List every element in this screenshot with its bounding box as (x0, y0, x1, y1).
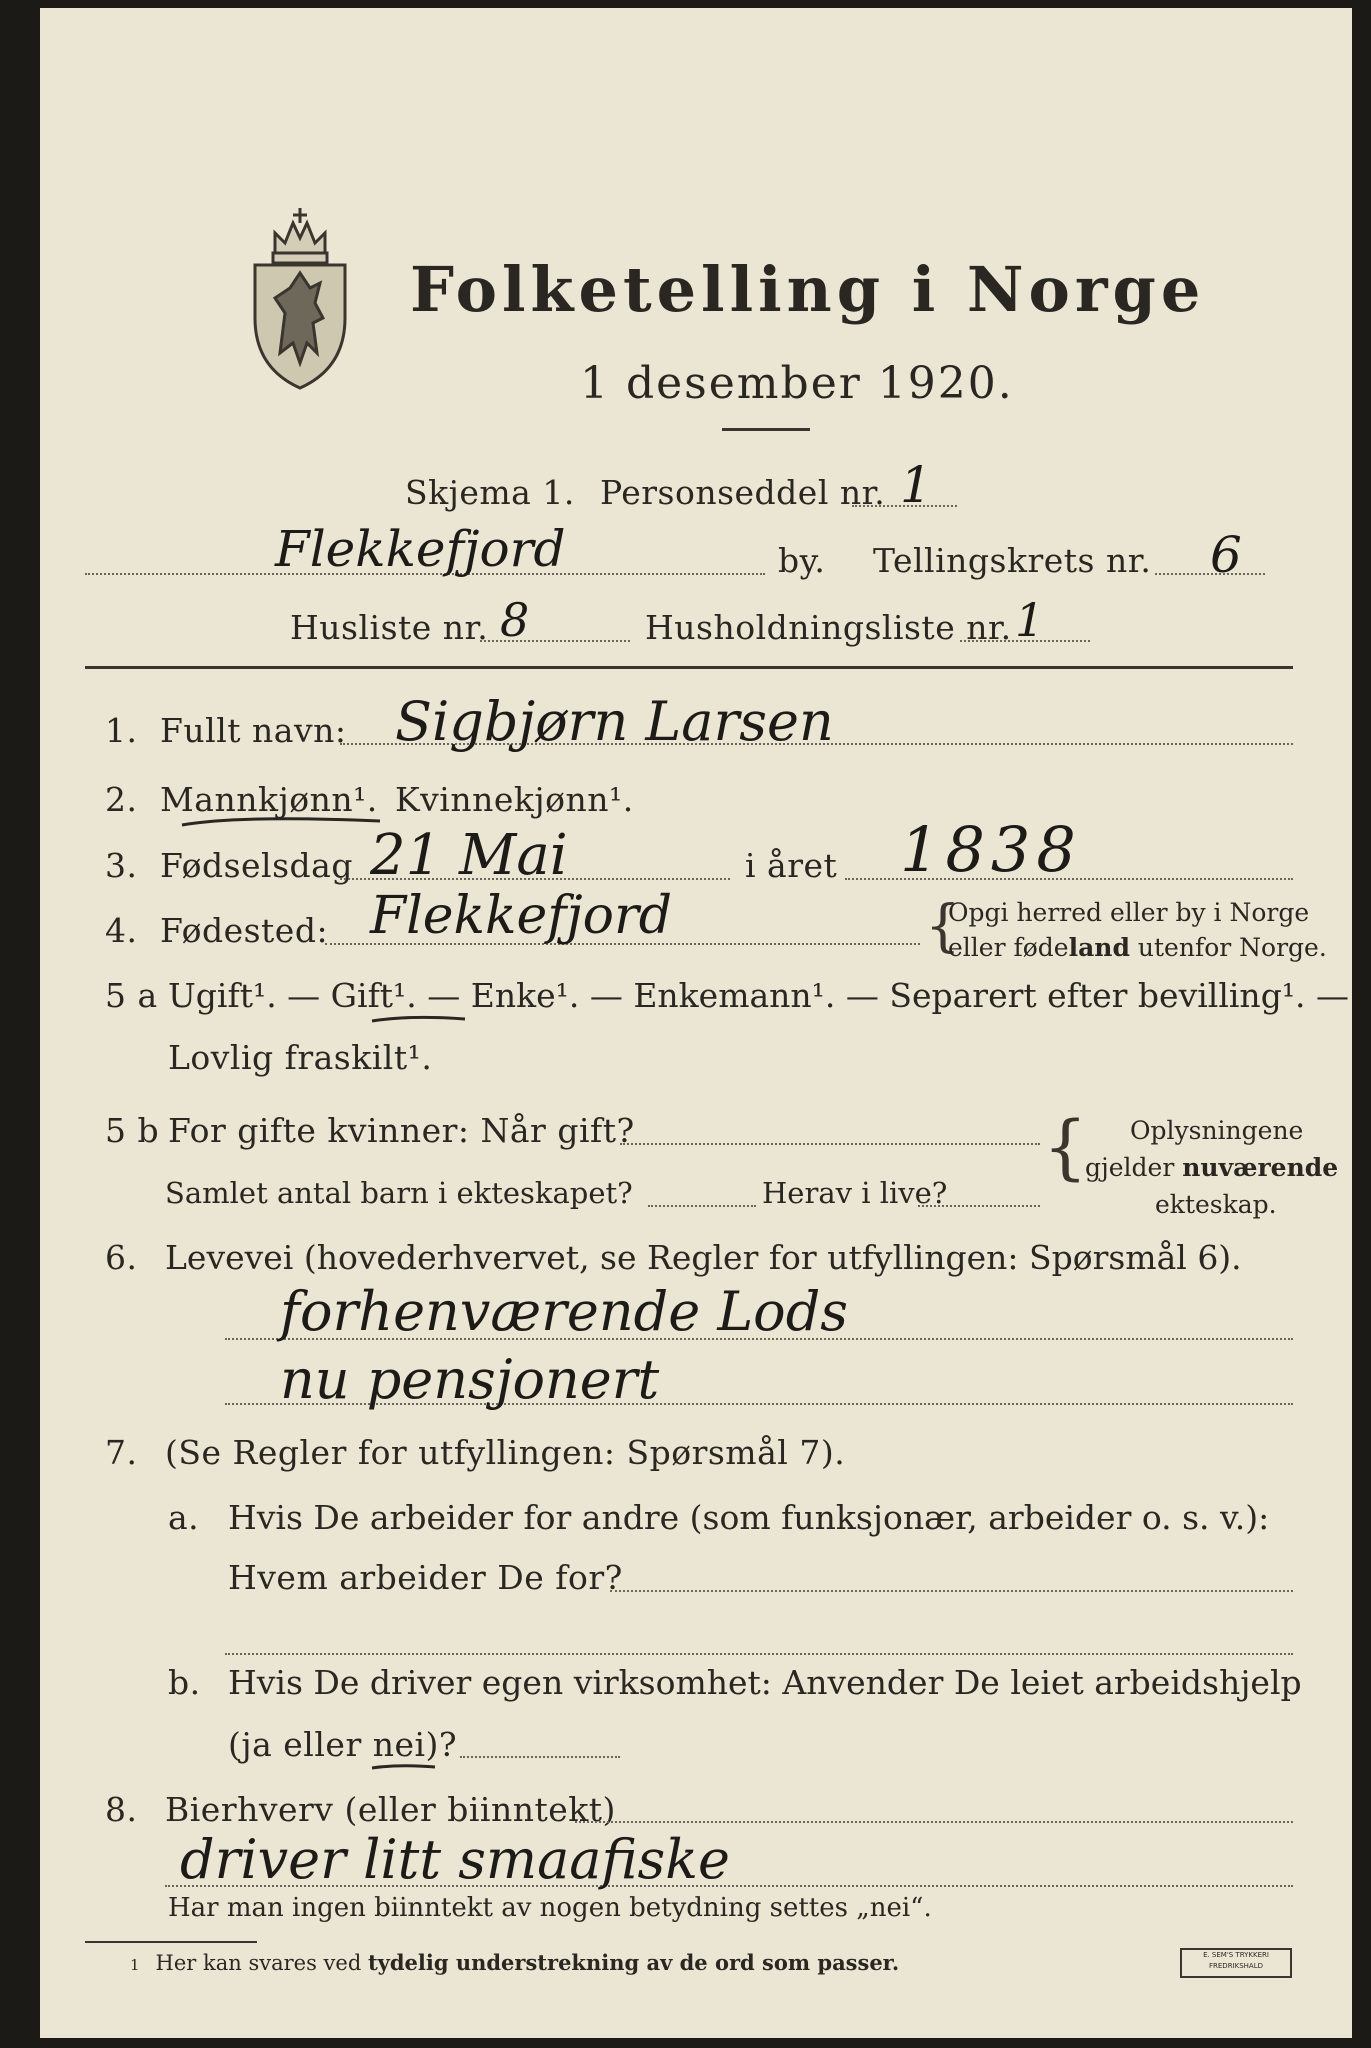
q7a-line2: Hvem arbeider De for? (228, 1558, 623, 1597)
q8-value: driver litt smaafiske (180, 1828, 730, 1891)
form-title: Folketelling i Norge (410, 253, 1206, 326)
title-divider (722, 428, 810, 431)
q2-mann: Mannkjønn¹. (160, 780, 378, 819)
q4-value: Flekkefjord (370, 886, 673, 946)
q3-year-value: 1838 (900, 813, 1082, 886)
footnote-rule (85, 1941, 257, 1943)
q8-line1 (575, 1821, 1293, 1823)
coat-of-arms-icon (245, 193, 355, 393)
q7b-letter: b. (168, 1663, 201, 1702)
q5b-brace: { (1043, 1106, 1088, 1188)
q2-number: 2. (105, 780, 138, 819)
q7b-line (460, 1756, 620, 1758)
q5b-side2-bold: nuværende (1182, 1153, 1339, 1182)
footnote-mark: 1 (130, 1956, 140, 1974)
footnote (130, 1950, 899, 1975)
schema-label: Skjema 1. (405, 473, 575, 512)
q1-number: 1. (105, 711, 138, 750)
husholdning-label: Husholdningsliste nr. (645, 608, 1012, 647)
q5b-barn-line (648, 1205, 756, 1207)
q4-label: Fødested: (160, 911, 329, 950)
q5b-number: 5 b (105, 1111, 160, 1150)
q3-year-label: i året (745, 846, 838, 885)
printer-stamp-line1: E. SEM'S TRYKKERI (1203, 1951, 1269, 1959)
q5a-line1: Ugift¹. — Gift¹. — Enke¹. — Enkemann¹. — Separert efter bevilling¹. — (168, 976, 1350, 1015)
q5b-gift-line (620, 1143, 1040, 1145)
footnote-bold: tydelig understrekning av de ord som passer. (367, 1950, 900, 1975)
q7b-nei-underline (370, 1760, 440, 1774)
q1-label: Fullt navn: (160, 711, 347, 750)
q5b-line2a: Samlet antal barn i ekteskapet? (165, 1176, 633, 1210)
q6-label: Levevei (hovederhvervet, se Regler for utfyllingen: Spørsmål 6). (165, 1238, 1242, 1277)
q7-number: 7. (105, 1433, 138, 1472)
q1-value: Sigbjørn Larsen (395, 690, 834, 753)
q4-note-line2-bold: land (1068, 933, 1130, 962)
footnote-pre: Her kan svares ved (155, 1951, 368, 1975)
q8-number: 8. (105, 1790, 138, 1829)
q2-kvinne: Kvinnekjønn¹. (395, 780, 634, 819)
q5b-side3: ekteskap. (1155, 1190, 1277, 1219)
header-divider (85, 666, 1293, 669)
husliste-value: 8 (500, 593, 530, 647)
census-date: 1 desember 1920. (580, 358, 1014, 409)
q5a-number: 5 a (105, 976, 158, 1015)
q3-number: 3. (105, 846, 138, 885)
printer-stamp (1180, 1948, 1292, 1978)
tellingskrets-value: 6 (1210, 526, 1242, 584)
q5b-side2 (1085, 1153, 1338, 1182)
q5b-live-line (918, 1205, 1040, 1207)
q4-note-line2 (948, 933, 1327, 962)
personseddel-value: 1 (900, 456, 932, 514)
q7b-line1: Hvis De driver egen virksomhet: Anvender De leiet arbeidshjelp (228, 1663, 1302, 1702)
q6-value-line1: forhenværende Lods (280, 1280, 848, 1343)
tellingskrets-label: Tellingskrets nr. (873, 541, 1152, 580)
q4-brace: { (925, 894, 961, 959)
census-form (40, 8, 1352, 2038)
printer-stamp-line2: FREDRIKSHALD (1208, 1962, 1263, 1970)
q7a-line-a (610, 1590, 1293, 1592)
q8-note: Har man ingen biinntekt av nogen betydning settes „nei“. (168, 1893, 932, 1923)
q2-mann-underline (180, 813, 385, 829)
q7-label: (Se Regler for utfyllingen: Spørsmål 7). (165, 1433, 846, 1472)
q3-label: Fødselsdag (160, 846, 353, 885)
q6-number: 6. (105, 1238, 138, 1277)
q5b-line2b: Herav i live? (762, 1176, 948, 1210)
q7b-line2: (ja eller nei)? (228, 1725, 458, 1764)
husliste-label: Husliste nr. (290, 608, 489, 647)
q7a-line-b (225, 1653, 1293, 1655)
q4-number: 4. (105, 911, 138, 950)
q6-value-line2: nu pensjonert (280, 1348, 660, 1411)
personseddel-label: Personseddel nr. (600, 473, 886, 512)
q5b-line1: For gifte kvinner: Når gift? (168, 1111, 635, 1150)
q4-note-line2-post: utenfor Norge. (1129, 933, 1327, 962)
q7a-line1: Hvis De arbeider for andre (som funksjonær, arbeider o. s. v.): (228, 1498, 1270, 1537)
q3-day-value: 21 Mai (370, 823, 568, 888)
q8-label: Bierhverv (eller biinntekt) (165, 1790, 616, 1829)
q5b-side2-pre: gjelder (1085, 1153, 1183, 1182)
q5b-side1: Oplysningene (1130, 1116, 1304, 1145)
q5a-line2: Lovlig fraskilt¹. (168, 1038, 433, 1077)
q5a-gift-underline (370, 1011, 470, 1025)
q7a-letter: a. (168, 1498, 200, 1537)
q4-note-line2-pre: eller føde (948, 933, 1069, 962)
by-label: by. (778, 541, 826, 580)
place-value: Flekkefjord (275, 520, 566, 578)
husholdning-value: 1 (1015, 593, 1045, 647)
q4-note-line1: Opgi herred eller by i Norge (948, 898, 1310, 927)
